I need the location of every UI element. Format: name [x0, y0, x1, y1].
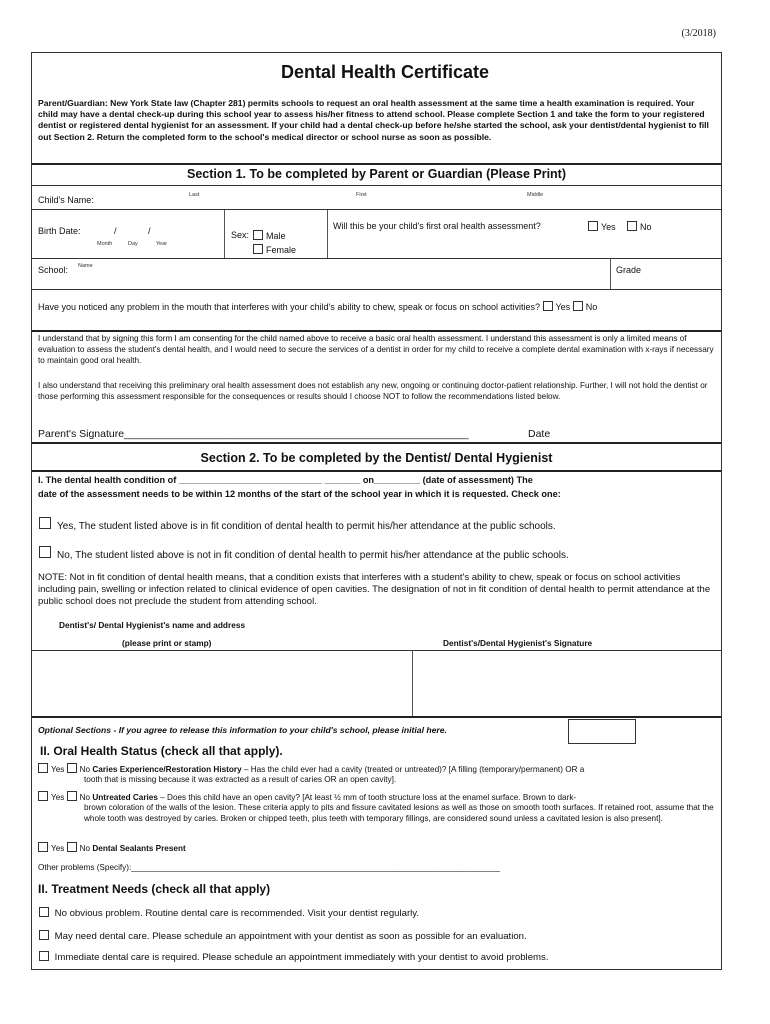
date-label: Date	[528, 428, 551, 440]
caries-no[interactable]: No	[67, 765, 90, 774]
year-label: Year	[156, 241, 168, 247]
treatment-option-2[interactable]: May need dental care. Please schedule an appointment with your dentist as soon as possible for an evaluation.	[39, 930, 527, 942]
mouth-problem-no[interactable]: No	[573, 302, 598, 312]
section2-heading: Section 2. To be completed by the Dentist/ Dental Hygienist	[200, 451, 553, 465]
intro-paragraph: Parent/Guardian: New York State law (Chapter 281) permits schools to request an oral health assessment at the same time a health examination is required. Your child may have a dental check-up during this school year to assess his/her fitness to attend school. Please complete Section 1 and take the form to your registered dentist or registered dental hygienist for an assessment. If your child had a dental check-up before he/she started the school, ask your dentist/dental hygienist to fill out Section 2. Return the completed form to the school's medical director or school nurse as soon as possible.	[38, 98, 709, 142]
divider	[412, 650, 413, 716]
first-assessment-no[interactable]: No	[627, 221, 652, 232]
consent-paragraph-2: I also understand that receiving this preliminary oral health assessment does not establish any new, ongoing or continuing doctor-patient relationship. Further, I will not hold the dentist or those performing this assessment responsible for the consequences or results should I choose NOT to follow the recommendations listed below.	[38, 381, 708, 401]
treatment-needs-heading: II. Treatment Needs (check all that apply)	[38, 882, 271, 896]
checkbox-icon	[38, 791, 48, 801]
condition-line-1: I. The dental health condition of ____________________________ _______ on_________ (date of assessment) The	[38, 475, 533, 485]
divider	[224, 210, 225, 258]
divider	[327, 210, 328, 258]
mouth-problem-yes[interactable]: Yes	[543, 302, 571, 312]
checkbox-icon	[253, 244, 263, 254]
divider	[610, 259, 611, 289]
checkbox-icon	[38, 842, 48, 852]
first-assessment-yes[interactable]: Yes	[588, 221, 616, 232]
checkbox-icon	[588, 221, 598, 231]
childs-name-label: Child's Name:	[38, 195, 94, 205]
dentist-name-address-field[interactable]	[33, 652, 409, 714]
middle-label: Middle	[527, 192, 544, 198]
sealants-item: Yes No Dental Sealants Present	[38, 842, 718, 855]
divider	[32, 716, 721, 718]
last-label: Last	[189, 192, 200, 198]
divider	[32, 258, 721, 259]
divider	[32, 289, 721, 290]
note-paragraph: NOTE: Not in fit condition of dental health means, that a condition exists that interferes with a student's ability to chew, speak or focus on school activities including pain, swelling or infection related to clinical evidence of open cavities. The designation of not in fit condition of dental health to permit attendance at the public school does not preclude the student from attending school.	[38, 572, 711, 608]
form-date: (3/2018)	[681, 28, 716, 39]
checkbox-icon	[67, 842, 77, 852]
sealants-yes[interactable]: Yes	[38, 844, 64, 853]
school-name-field[interactable]	[76, 260, 606, 284]
divider	[32, 209, 721, 210]
male-option[interactable]: Male	[253, 230, 286, 241]
untreated-no[interactable]: No	[67, 793, 90, 802]
dentist-name-label: Dentist's/ Dental Hygienist's name and address	[59, 620, 246, 630]
first-assessment-question: Will this be your child's first oral health assessment?	[333, 221, 541, 231]
caries-yes[interactable]: Yes	[38, 765, 64, 774]
first-label: First	[356, 192, 367, 198]
checkbox-icon	[39, 517, 51, 529]
checkbox-icon	[39, 930, 49, 940]
checkbox-icon	[39, 951, 49, 961]
female-option[interactable]: Female	[253, 244, 296, 255]
month-label: Month	[97, 241, 113, 247]
caries-experience-item: Yes No Caries Experience/Restoration History – Has the child ever had a cavity (treated or untreated)? [A filling (temporary/permanent) OR a	[38, 763, 718, 776]
date-separator: /	[148, 226, 151, 236]
divider	[32, 330, 721, 332]
divider	[32, 650, 721, 651]
day-label: Day	[128, 241, 138, 247]
checkbox-icon	[39, 546, 51, 558]
grade-field[interactable]	[646, 260, 718, 284]
checkbox-icon	[573, 301, 583, 311]
optional-intro: Optional Sections - If you agree to release this information to your child's school, please initial here.	[38, 725, 447, 735]
parent-signature-line[interactable]: Parent's Signature___________________________________________________________	[38, 428, 469, 440]
sex-label: Sex:	[231, 230, 250, 240]
initial-box[interactable]	[568, 719, 636, 744]
oral-health-heading: II. Oral Health Status (check all that apply).	[40, 744, 283, 758]
page-title: Dental Health Certificate	[280, 62, 490, 82]
treatment-option-1[interactable]: No obvious problem. Routine dental care is recommended. Visit your dentist regularly.	[39, 907, 419, 919]
dentist-signature-label: Dentist's/Dental Hygienist's Signature	[443, 638, 593, 648]
mouth-problem-question: Have you noticed any problem in the mouth that interferes with your child's ability to chew, speak or focus on school activities? Yes No	[38, 302, 598, 312]
checkbox-icon	[38, 763, 48, 773]
checkbox-icon	[67, 791, 77, 801]
caries-experience-detail: tooth that is missing because it was extracted as a result of caries OR an open cavity].	[84, 775, 397, 784]
section1-heading: Section 1. To be completed by Parent or Guardian (Please Print)	[186, 167, 567, 181]
birth-date-field[interactable]	[90, 220, 220, 238]
divider	[32, 442, 721, 444]
dentist-signature-field[interactable]	[415, 652, 719, 714]
fit-option[interactable]: Yes, The student listed above is in fit condition of dental health to permit his/her attendance at the public schools.	[39, 517, 556, 532]
birth-date-label: Birth Date:	[38, 226, 81, 236]
untreated-caries-item: Yes No Untreated Caries – Does this child have an open cavity? [At least ½ mm of tooth structure loss at the enamel surface. Brown to dark-	[38, 791, 718, 804]
divider	[32, 163, 721, 165]
condition-line-2: date of the assessment needs to be within 12 months of the start of the school year in which it is requested. Check one:	[38, 489, 561, 499]
checkbox-icon	[39, 907, 49, 917]
untreated-yes[interactable]: Yes	[38, 793, 64, 802]
school-name-label: Name	[78, 263, 93, 269]
print-stamp-label: (please print or stamp)	[122, 638, 212, 648]
untreated-caries-detail: brown coloration of the walls of the lesion. These criteria apply to pits and fissure cavitated lesions as well as those on smooth tooth surfaces. If retained root, assume that the whole tooth was destroyed by caries. Broken or chipped teeth, plus teeth with temporary fillings, are considered sound unless a cavitated lesion is also present].	[84, 803, 714, 823]
checkbox-icon	[253, 230, 263, 240]
not-fit-option[interactable]: No, The student listed above is not in fit condition of dental health to permit his/her attendance at the public schools.	[39, 546, 569, 561]
treatment-option-3[interactable]: Immediate dental care is required. Please schedule an appointment immediately with your dentist to avoid problems.	[39, 951, 548, 963]
checkbox-icon	[627, 221, 637, 231]
childs-name-field[interactable]	[36, 186, 719, 208]
sealants-no[interactable]: No	[67, 844, 90, 853]
consent-paragraph-1: I understand that by signing this form I am consenting for the child named above to receive a basic oral health assessment. I understand this assessment is only a limited means of evaluation to assess the student's dental health, and I would need to secure the services of a dentist in order for my child to receive a complete dental examination with x-rays if necessary to maintain good oral health.	[38, 334, 714, 365]
checkbox-icon	[67, 763, 77, 773]
other-problems-field[interactable]: Other problems (Specify):_________________________________________________________________________________	[38, 863, 501, 872]
divider	[32, 470, 721, 472]
grade-label: Grade	[616, 265, 642, 275]
checkbox-icon	[543, 301, 553, 311]
school-label: School:	[38, 265, 69, 275]
date-separator: /	[114, 226, 117, 236]
